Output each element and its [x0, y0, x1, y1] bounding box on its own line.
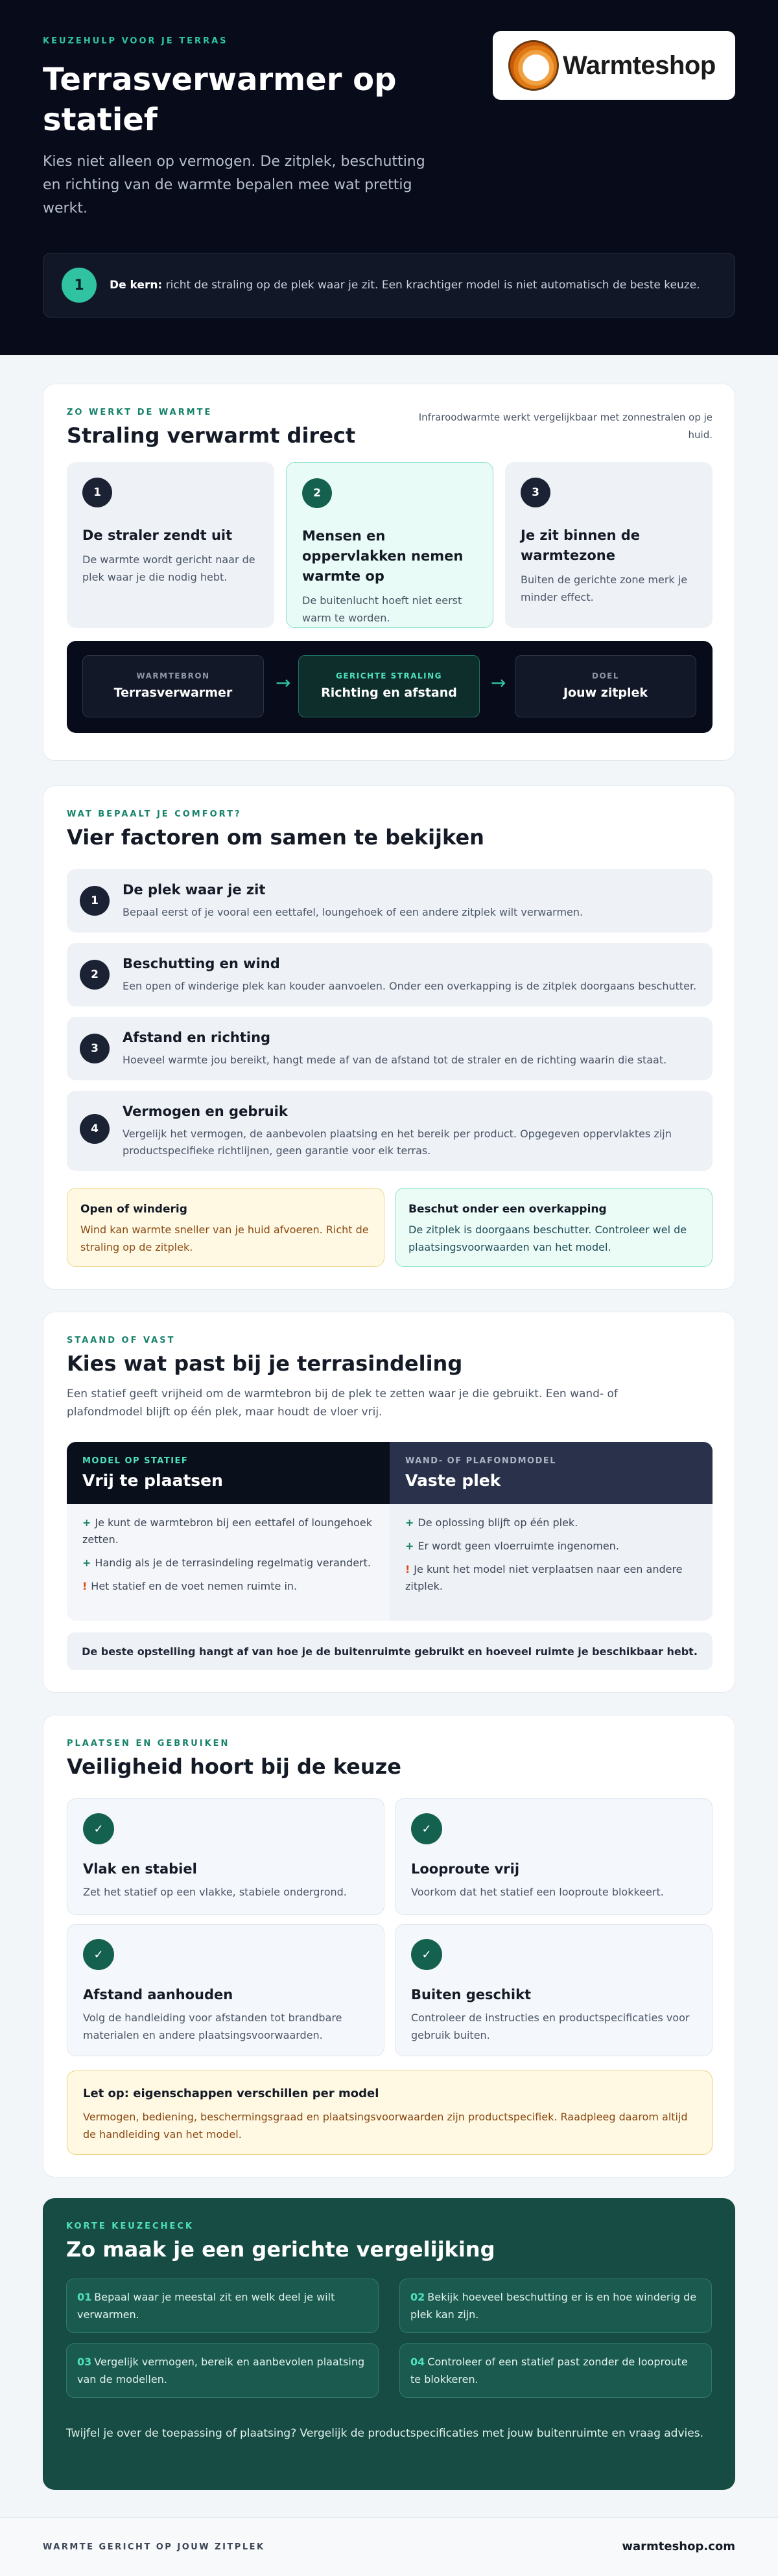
logo-ring-icon	[508, 40, 559, 91]
note-windy	[67, 1188, 384, 1267]
factor-number: 3	[80, 1034, 110, 1063]
warmte-title: Straling verwarmt direct	[67, 423, 356, 448]
comparison-table	[67, 1442, 713, 1621]
column-statief	[67, 1442, 390, 1621]
hero	[0, 0, 778, 355]
flow-value: Jouw zitplek	[563, 686, 648, 700]
safety-card	[67, 1924, 384, 2056]
step-title: De straler zendt uit	[82, 528, 233, 543]
check-item	[66, 2279, 379, 2333]
check-text: Vergelijk vermogen, bereik en aanbevolen plaatsing van de modellen.	[77, 2356, 365, 2385]
plus-icon: +	[405, 1540, 414, 1552]
step-card	[505, 462, 713, 628]
point-text: Er wordt geen vloerruimte ingenomen.	[418, 1540, 619, 1552]
factor-number: 4	[80, 1114, 110, 1144]
veiligheid-title: Veiligheid hoort bij de keuze	[67, 1754, 401, 1779]
point-text: Handig als je de terrasindeling regelmatig verandert.	[95, 1557, 371, 1569]
factor-title: Vermogen en gebruik	[123, 1104, 288, 1119]
list-item	[405, 1561, 697, 1595]
hero-eyebrow: KEUZEHULP VOOR JE TERRAS	[43, 36, 228, 46]
section-warmte	[43, 384, 735, 761]
step-title: Mensen en oppervlakken nemen warmte op	[302, 528, 464, 584]
factor-text: Een open of winderige plek kan kouder aanvoelen. Onder een overkapping is de zitplek doorgaans beschutter.	[123, 980, 697, 992]
check-text: Controleer of een statief past zonder de looproute te blokkeren.	[410, 2356, 688, 2385]
factor-title: De plek waar je zit	[123, 882, 266, 898]
flow-value: Richting en afstand	[321, 686, 457, 700]
step-text: Buiten de gerichte zone merk je minder effect.	[521, 574, 688, 603]
step-text: De warmte wordt gericht naar de plek waar je die nodig hebt.	[82, 553, 255, 583]
list-item	[82, 1555, 374, 1572]
point-text: De oplossing blijft op één plek.	[418, 1516, 578, 1529]
check-number: 01	[77, 2291, 92, 2303]
key-number: 1	[62, 268, 97, 303]
column-title: Vrij te plaatsen	[82, 1471, 223, 1490]
column-vast	[390, 1442, 713, 1621]
warning-icon: !	[405, 1563, 410, 1575]
column-label: WAND- OF PLAFONDMODEL	[405, 1456, 557, 1466]
tip-text: Vermogen, bediening, beschermingsgraad en plaatsingsvoorwaarden zijn productspecifiek. Raadpleeg daarom altijd de handleiding van het model.	[83, 2111, 688, 2141]
safety-card	[395, 1798, 713, 1915]
safety-text: Voorkom dat het statief een looproute blokkeert.	[411, 1886, 664, 1898]
footer-site-link[interactable]: warmteshop.com	[622, 2540, 735, 2553]
model-tip	[67, 2071, 713, 2155]
factoren-title: Vier factoren om samen te bekijken	[67, 825, 484, 850]
note-title: Open of winderig	[80, 1203, 187, 1216]
section-opstelling	[43, 1312, 735, 1693]
factor-item	[67, 869, 713, 933]
check-item	[399, 2343, 712, 2398]
flow-value: Terrasverwarmer	[113, 686, 233, 700]
safety-title: Buiten geschikt	[411, 1987, 532, 2002]
keuzecheck-eyebrow: KORTE KEUZECHECK	[66, 2222, 194, 2231]
factor-text: Vergelijk het vermogen, de aanbevolen plaatsing en het bereik per product. Opgegeven oppervlaktes zijn productspecifieke richtlijnen, geen garantie voor elk terras.	[123, 1128, 672, 1157]
safety-title: Afstand aanhouden	[83, 1987, 233, 2002]
section-veiligheid	[43, 1715, 735, 2177]
step-number: 3	[521, 478, 550, 507]
key-body: richt de straling op de plek waar je zit. Een krachtiger model is niet automatisch de beste keuze.	[162, 278, 700, 292]
safety-text: Volg de handleiding voor afstanden tot brandbare materialen en andere plaatsingsvoorwaarden.	[83, 2012, 342, 2041]
page-footer	[0, 2517, 778, 2576]
safety-text: Controleer de instructies en productspecificaties voor gebruik buiten.	[411, 2012, 690, 2041]
brand-logo[interactable]	[493, 31, 735, 100]
column-points	[390, 1504, 713, 1612]
note-sheltered	[395, 1188, 713, 1267]
key-strong: De kern:	[110, 278, 163, 292]
step-text: De buitenlucht hoeft niet eerst warm te worden.	[302, 594, 462, 624]
column-title: Vaste plek	[405, 1471, 501, 1490]
list-item	[82, 1514, 374, 1548]
check-icon: ✓	[411, 1939, 442, 1970]
key-message	[43, 253, 735, 318]
hero-lead: Kies niet alleen op vermogen. De zitplek, beschutting en richting van de warmte bepalen mee wat prettig werkt.	[43, 154, 425, 216]
section-keuzecheck	[43, 2198, 735, 2490]
safety-card	[67, 1798, 384, 1915]
flow-label: GERICHTE STRALING	[335, 671, 443, 680]
safety-title: Vlak en stabiel	[83, 1861, 197, 1877]
flow-label: DOEL	[591, 671, 619, 680]
opstelling-intro: Een statief geeft vrijheid om de warmtebron bij de plek te zetten waar je die gebruikt. Een wand- of plafondmodel blijft op één plek, maar houdt de vloer vrij.	[67, 1387, 618, 1419]
note-text: Wind kan warmte sneller van je huid afvoeren. Richt de straling op de zitplek.	[80, 1224, 369, 1253]
safety-text: Zet het statief op een vlakke, stabiele ondergrond.	[83, 1886, 347, 1898]
point-text: Je kunt de warmtebron bij een eettafel of loungehoek zetten.	[82, 1516, 372, 1546]
check-item	[66, 2343, 379, 2398]
point-text: Je kunt het model niet verplaatsen naar een andere zitplek.	[405, 1563, 683, 1592]
factor-number: 1	[80, 886, 110, 916]
factor-number: 2	[80, 960, 110, 990]
heat-flow-diagram	[67, 641, 713, 733]
safety-card	[395, 1924, 713, 2056]
step-card	[286, 462, 493, 628]
warmte-eyebrow: ZO WERKT DE WARMTE	[67, 408, 213, 417]
column-header	[390, 1442, 713, 1504]
point-text: Het statief en de voet nemen ruimte in.	[91, 1580, 298, 1592]
arrow-right-icon: →	[276, 672, 291, 693]
factor-item	[67, 1091, 713, 1171]
factoren-eyebrow: WAT BEPAALT JE COMFORT?	[67, 809, 242, 819]
veiligheid-eyebrow: PLAATSEN EN GEBRUIKEN	[67, 1739, 230, 1748]
factor-text: Bepaal eerst of je vooral een eettafel, loungehoek of een andere zitplek wilt verwarmen.	[123, 906, 584, 918]
logo-text: Warmteshop	[563, 51, 716, 80]
arrow-right-icon: →	[491, 672, 506, 693]
check-number: 04	[410, 2356, 425, 2368]
warmte-aside: Infraroodwarmte werkt vergelijkbaar met zonnestralen op je huid.	[418, 412, 713, 441]
list-item	[405, 1514, 697, 1531]
step-card	[67, 462, 274, 628]
advice-text: Twijfel je over de toepassing of plaatsing? Vergelijk de productspecificaties met jouw buitenruimte en vraag advies.	[66, 2427, 703, 2440]
plus-icon: +	[82, 1557, 91, 1569]
flow-source	[82, 655, 264, 717]
flow-label: WARMTEBRON	[136, 671, 210, 680]
opstelling-eyebrow: STAAND OF VAST	[67, 1336, 176, 1345]
step-number: 1	[82, 478, 112, 507]
tip-title: Let op: eigenschappen verschillen per model	[83, 2087, 379, 2100]
note-text: De zitplek is doorgaans beschutter. Controleer wel de plaatsingsvoorwaarden van het model.	[408, 1224, 687, 1253]
footer-tagline: WARMTE GERICHT OP JOUW ZITPLEK	[43, 2542, 265, 2552]
flow-target	[515, 655, 696, 717]
step-title: Je zit binnen de warmtezone	[521, 528, 641, 563]
factor-item	[67, 943, 713, 1006]
section-factoren	[43, 785, 735, 1290]
factor-title: Afstand en richting	[123, 1030, 271, 1045]
plus-icon: +	[82, 1516, 91, 1529]
factor-item	[67, 1017, 713, 1080]
factor-text: Hoeveel warmte jou bereikt, hangt mede af van de afstand tot de straler en de richting waarin die staat.	[123, 1054, 667, 1066]
check-item	[399, 2279, 712, 2333]
plus-icon: +	[405, 1516, 414, 1529]
column-header	[67, 1442, 390, 1504]
list-item	[82, 1578, 374, 1595]
column-points	[67, 1504, 390, 1612]
check-text: Bekijk hoeveel beschutting er is en hoe winderig de plek kan zijn.	[410, 2291, 697, 2321]
flow-radiation	[298, 655, 480, 717]
opstelling-title: Kies wat past bij je terrasindeling	[67, 1351, 463, 1376]
warning-icon: !	[82, 1580, 88, 1592]
check-number: 03	[77, 2356, 92, 2368]
safety-title: Looproute vrij	[411, 1861, 520, 1877]
check-number: 02	[410, 2291, 425, 2303]
key-text	[110, 276, 700, 295]
check-text: Bepaal waar je meestal zit en welk deel je wilt verwarmen.	[77, 2291, 335, 2321]
factor-title: Beschutting en wind	[123, 956, 280, 971]
keuzecheck-title: Zo maak je een gerichte vergelijking	[66, 2237, 495, 2262]
note-title: Beschut onder een overkapping	[408, 1203, 607, 1216]
step-number: 2	[302, 478, 332, 508]
check-icon: ✓	[83, 1813, 114, 1844]
column-label: MODEL OP STATIEF	[82, 1456, 189, 1466]
conclusion-banner: De beste opstelling hangt af van hoe je de buitenruimte gebruikt en hoeveel ruimte je beschikbaar hebt.	[67, 1632, 713, 1670]
check-icon: ✓	[83, 1939, 114, 1970]
list-item	[405, 1538, 697, 1555]
check-icon: ✓	[411, 1813, 442, 1844]
page-title: Terrasverwarmer op statief	[43, 62, 397, 138]
